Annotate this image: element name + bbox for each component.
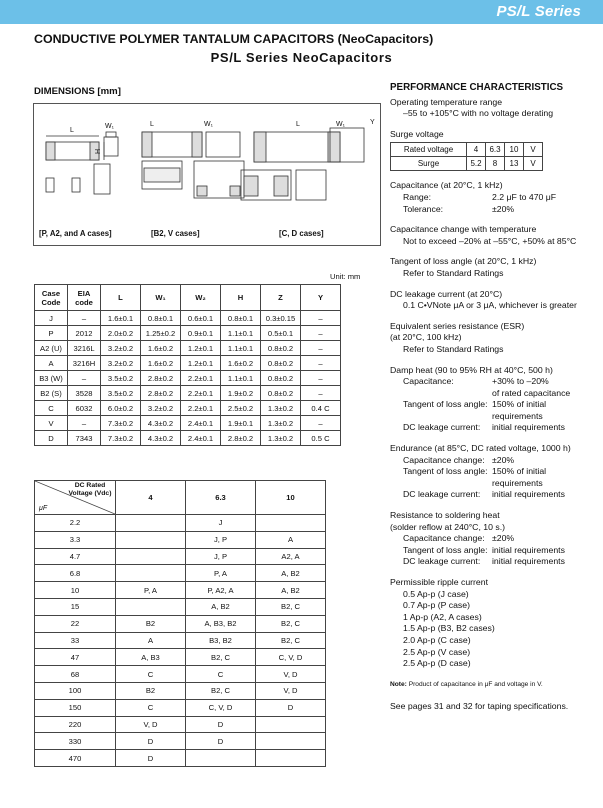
dim-table-cell: D: [35, 431, 68, 446]
esr-label: Equivalent series resistance (ESR): [390, 320, 525, 331]
case-code-cell: B2, C: [256, 598, 326, 615]
ratings-table-row: [35, 682, 326, 699]
voltage-4: 4: [116, 481, 186, 515]
leakage-label: DC leakage current (at 20°C): [390, 288, 503, 299]
ratings-table-row: [35, 750, 326, 767]
dim-table-cell: 0.8±0.2: [261, 341, 301, 356]
ratings-table-row: [35, 531, 326, 548]
ratings-table-row: [35, 632, 326, 649]
dim-table-cell: –: [301, 341, 341, 356]
dim-table-cell: 2.2±0.1: [181, 386, 221, 401]
range-key: Range:: [403, 191, 432, 202]
endurance-row: [390, 466, 595, 489]
soldering-row: [390, 545, 595, 557]
ratings-table-row: [35, 582, 326, 599]
dim-table-row: [35, 356, 341, 371]
dim-table-cell: 3.5±0.2: [101, 386, 141, 401]
case-code-cell: [116, 565, 186, 582]
cap-change-value: Not to exceed –20% at –55°C, +50% at 85°C: [403, 235, 577, 246]
dim-table-cell: 1.6±0.2: [141, 341, 181, 356]
case-code-cell: B2, C: [186, 682, 256, 699]
series-label: PS/L Series: [496, 3, 581, 20]
dim-header-cell: Z: [261, 285, 301, 311]
dim-table-cell: 2.2±0.1: [181, 401, 221, 416]
dim-table-cell: 7343: [68, 431, 101, 446]
capacitance-label: Capacitance (at 20°C, 1 kHz): [390, 180, 503, 191]
surge-table-cell: V: [524, 157, 543, 171]
dim-table-cell: 0.8±0.2: [261, 386, 301, 401]
soldering-row: [390, 533, 595, 545]
dim-table-cell: 3.5±0.2: [101, 371, 141, 386]
page-subtitle: PS/L Series NeoCapacitors: [210, 50, 393, 65]
damp-heat-value: initial requirements: [492, 422, 565, 433]
dim-table-cell: 0.8±0.1: [221, 311, 261, 326]
surge-table-cell: 4: [467, 143, 486, 157]
dim-table-cell: 0.3±0.15: [261, 311, 301, 326]
endurance-key: Tangent of loss angle:: [403, 466, 488, 477]
caption-b2-v: [B2, V cases]: [151, 229, 200, 238]
damp-heat-key: DC leakage current:: [403, 422, 481, 433]
surge-table-cell: 6.3: [486, 143, 505, 157]
dim-table-cell: 0.5±0.1: [261, 326, 301, 341]
dim-table-row: [35, 326, 341, 341]
dim-table-cell: 2.5±0.2: [221, 401, 261, 416]
caption-c-d: [C, D cases]: [279, 229, 324, 238]
dim-table-cell: 1.1±0.1: [221, 341, 261, 356]
soldering-value: initial requirements: [492, 544, 565, 555]
dim-table-cell: –: [68, 416, 101, 431]
dim-table-cell: 1.9±0.1: [221, 416, 261, 431]
dim-table-cell: 3216H: [68, 356, 101, 371]
dimensions-heading: DIMENSIONS [mm]: [34, 86, 121, 97]
capacitance-cell: 100: [35, 682, 116, 699]
dim-table-cell: 1.25±0.2: [141, 326, 181, 341]
ripple-item: 2.0 Ap-p (C case): [403, 634, 471, 645]
soldering-row: [390, 556, 595, 568]
ripple-item: 0.5 Ap-p (J case): [403, 588, 469, 599]
header-banner: [0, 0, 603, 24]
dim-table-cell: A2 (U): [35, 341, 68, 356]
dim-table-cell: –: [301, 311, 341, 326]
surge-table-cell: Surge: [391, 157, 467, 171]
ratings-corner-cell: [35, 481, 116, 515]
dim-table-cell: 7.3±0.2: [101, 431, 141, 446]
dim-table-cell: –: [301, 416, 341, 431]
damp-heat-row: [390, 399, 595, 422]
standard-ratings-table: [34, 480, 326, 767]
dim-table-cell: P: [35, 326, 68, 341]
case-code-cell: B3, B2: [186, 632, 256, 649]
dim-table-cell: –: [301, 386, 341, 401]
svg-text:Y: Y: [370, 119, 375, 126]
dim-table-cell: 3.2±0.2: [141, 401, 181, 416]
case-code-cell: C, V, D: [186, 699, 256, 716]
dim-table-cell: 2.8±0.2: [141, 386, 181, 401]
case-code-cell: V, D: [256, 666, 326, 683]
caption-p-a2-a: [P, A2, and A cases]: [39, 229, 112, 238]
tan-value: Refer to Standard Ratings: [403, 267, 504, 278]
tolerance-value: ±20%: [492, 203, 515, 214]
dim-table-cell: 2012: [68, 326, 101, 341]
ratings-table-row: [35, 565, 326, 582]
dim-table-cell: J: [35, 311, 68, 326]
case-code-cell: [116, 548, 186, 565]
endurance-value: initial requirements: [492, 489, 565, 500]
dim-table-cell: –: [68, 371, 101, 386]
soldering-label: Resistance to soldering heat: [390, 510, 500, 521]
ripple-item: 0.7 Ap-p (P case): [403, 600, 470, 611]
tan-label: Tangent of loss angle (at 20°C, 1 kHz): [390, 256, 537, 267]
ratings-table-row: [35, 666, 326, 683]
case-code-cell: [256, 733, 326, 750]
dim-table-row: [35, 371, 341, 386]
endurance-value: 150% of initial requirements: [492, 466, 547, 488]
surge-table-cell: 8: [486, 157, 505, 171]
dim-table-cell: 4.3±0.2: [141, 416, 181, 431]
capacitance-cell: 47: [35, 649, 116, 666]
damp-heat-value: +30% to –20% of rated capacitance: [492, 376, 571, 398]
dim-header-cell: EIA code: [68, 285, 101, 311]
ratings-table-row: [35, 515, 326, 532]
dim-header-cell: Y: [301, 285, 341, 311]
dim-table-cell: 0.8±0.2: [261, 371, 301, 386]
capacitance-cell: 150: [35, 699, 116, 716]
case-code-cell: A: [256, 531, 326, 548]
case-code-cell: B2, C: [256, 632, 326, 649]
dim-table-cell: 1.2±0.1: [181, 341, 221, 356]
leakage-value: 0.1 C•VNote μA or 3 μA, whichever is greater: [403, 300, 577, 311]
dim-table-cell: 1.9±0.2: [221, 386, 261, 401]
ratings-table-row: [35, 716, 326, 733]
dim-table-cell: A: [35, 356, 68, 371]
dim-table-cell: 2.0±0.2: [101, 326, 141, 341]
case-code-cell: V, D: [256, 682, 326, 699]
case-code-cell: C, V, D: [256, 649, 326, 666]
endurance-key: Capacitance change:: [403, 454, 485, 465]
case-code-cell: A, B2: [256, 565, 326, 582]
dim-table-cell: 0.6±0.1: [181, 311, 221, 326]
dim-table-cell: –: [301, 356, 341, 371]
case-code-cell: [116, 531, 186, 548]
case-code-cell: B2, C: [186, 649, 256, 666]
case-code-cell: A, B2: [256, 582, 326, 599]
soldering-value: initial requirements: [492, 556, 565, 567]
dim-table-cell: B3 (W): [35, 371, 68, 386]
endurance-list: [390, 455, 595, 501]
dim-table-cell: B2 (S): [35, 386, 68, 401]
dim-header-cell: H: [221, 285, 261, 311]
dim-table-cell: 2.2±0.1: [181, 371, 221, 386]
dim-table-cell: 3216L: [68, 341, 101, 356]
dim-table-cell: 0.8±0.2: [261, 356, 301, 371]
soldering-list: [390, 533, 595, 568]
surge-table-cell: 10: [505, 143, 524, 157]
case-code-cell: A, B3: [116, 649, 186, 666]
dimension-drawings: [33, 103, 381, 246]
case-code-cell: C: [116, 666, 186, 683]
dim-table-cell: 1.1±0.1: [221, 326, 261, 341]
dim-table-row: [35, 311, 341, 326]
dim-table-cell: 2.8±0.2: [141, 371, 181, 386]
dc-rated-voltage-label: DC Rated Voltage (Vdc): [68, 482, 112, 497]
case-code-cell: D: [116, 733, 186, 750]
svg-text:H: H: [95, 148, 102, 154]
dim-table-cell: 6.0±0.2: [101, 401, 141, 416]
ratings-table-row: [35, 548, 326, 565]
endurance-value: ±20%: [492, 454, 515, 465]
dim-table-cell: C: [35, 401, 68, 416]
dim-table-cell: 0.9±0.1: [181, 326, 221, 341]
case-code-cell: C: [186, 666, 256, 683]
case-code-cell: D: [256, 699, 326, 716]
endurance-row: [390, 455, 595, 467]
esr-value: Refer to Standard Ratings: [403, 343, 504, 354]
dim-table-cell: 6032: [68, 401, 101, 416]
soldering-key: Tangent of loss angle:: [403, 544, 488, 555]
capacitance-cell: 2.2: [35, 515, 116, 532]
soldering-key: DC leakage current:: [403, 556, 481, 567]
soldering-key: Capacitance change:: [403, 533, 485, 544]
ripple-item: 1.5 Ap-p (B3, B2 cases): [403, 623, 495, 634]
taping-reference: See pages 31 and 32 for taping specifications.: [390, 701, 569, 712]
case-code-cell: P, A2, A: [186, 582, 256, 599]
ripple-item: 2.5 Ap-p (D case): [403, 658, 471, 669]
case-code-cell: A2, A: [256, 548, 326, 565]
note: [390, 679, 595, 691]
damp-heat-value: 150% of initial requirements: [492, 399, 547, 421]
endurance-row: [390, 489, 595, 501]
case-code-cell: J, P: [186, 548, 256, 565]
case-code-cell: J, P: [186, 531, 256, 548]
ripple-label: Permissible ripple current: [390, 577, 489, 587]
surge-table-cell: 5.2: [467, 157, 486, 171]
damp-heat-key: Capacitance:: [403, 376, 454, 387]
dim-table-cell: 1.3±0.2: [261, 401, 301, 416]
case-code-cell: [116, 598, 186, 615]
case-code-cell: B2, C: [256, 615, 326, 632]
dim-table-cell: 7.3±0.2: [101, 416, 141, 431]
unit-label: Unit: mm: [330, 272, 361, 281]
esr-sub: (at 20°C, 100 kHz): [390, 332, 462, 343]
dim-table-cell: 1.6±0.2: [141, 356, 181, 371]
performance-heading: PERFORMANCE CHARACTERISTICS: [390, 82, 564, 93]
dim-table-cell: –: [68, 311, 101, 326]
svg-text:L: L: [150, 121, 154, 128]
svg-text:W₁: W₁: [204, 121, 213, 128]
case-code-cell: D: [186, 716, 256, 733]
surge-label: Surge voltage: [390, 128, 444, 139]
case-code-cell: [256, 515, 326, 532]
surge-table-cell: Rated voltage: [391, 143, 467, 157]
surge-table: [390, 142, 543, 171]
dim-table-row: [35, 386, 341, 401]
dim-table-cell: 3528: [68, 386, 101, 401]
capacitance-cell: 10: [35, 582, 116, 599]
tolerance-key: Tolerance:: [403, 203, 444, 214]
case-code-cell: [186, 750, 256, 767]
case-code-cell: J: [186, 515, 256, 532]
endurance-key: DC leakage current:: [403, 489, 481, 500]
dim-table-cell: 1.1±0.1: [221, 371, 261, 386]
case-code-cell: D: [116, 750, 186, 767]
surge-table-row: [391, 157, 543, 171]
voltage-10: 10: [256, 481, 326, 515]
capacitance-cell: 4.7: [35, 548, 116, 565]
case-code-cell: A, B2: [186, 598, 256, 615]
uf-label: μF: [39, 505, 48, 512]
dim-header-cell: W₂: [181, 285, 221, 311]
case-code-cell: [256, 750, 326, 767]
surge-table-cell: 13: [505, 157, 524, 171]
dim-header-cell: W₁: [141, 285, 181, 311]
dim-header-cell: Case Code: [35, 285, 68, 311]
ratings-table-row: [35, 733, 326, 750]
dim-table-cell: –: [301, 326, 341, 341]
damp-heat-key: Tangent of loss angle:: [403, 399, 488, 410]
svg-text:L: L: [70, 127, 74, 134]
op-temp-value: –55 to +105°C with no voltage derating: [403, 108, 554, 119]
svg-text:L: L: [296, 121, 300, 128]
dim-table-cell: 0.4 C: [301, 401, 341, 416]
damp-heat-row: [390, 422, 595, 434]
case-code-cell: D: [186, 733, 256, 750]
svg-text:W₁: W₁: [336, 121, 345, 128]
capacitance-cell: 470: [35, 750, 116, 767]
dim-table-cell: 3.2±0.2: [101, 356, 141, 371]
case-code-cell: A, B3, B2: [186, 615, 256, 632]
dim-table-cell: 4.3±0.2: [141, 431, 181, 446]
dim-table-row: [35, 416, 341, 431]
capacitance-cell: 220: [35, 716, 116, 733]
dim-table-cell: 2.8±0.2: [221, 431, 261, 446]
ratings-table-row: [35, 598, 326, 615]
case-code-cell: [256, 716, 326, 733]
note-bold: Note:: [390, 680, 407, 688]
case-code-cell: A: [116, 632, 186, 649]
damp-heat-list: [390, 376, 595, 434]
capacitance-cell: 68: [35, 666, 116, 683]
case-code-cell: B2: [116, 682, 186, 699]
dim-table-cell: 3.2±0.2: [101, 341, 141, 356]
performance-characteristics: [390, 82, 595, 713]
capacitance-cell: 33: [35, 632, 116, 649]
note-text: Product of capacitance in μF and voltage in V.: [406, 680, 543, 688]
soldering-value: ±20%: [492, 533, 515, 544]
page-title: CONDUCTIVE POLYMER TANTALUM CAPACITORS (NeoCapacitors): [34, 32, 434, 46]
dim-table-cell: 1.6±0.1: [101, 311, 141, 326]
op-temp-label: Operating temperature range: [390, 96, 503, 107]
dim-table-row: [35, 401, 341, 416]
capacitance-cell: 330: [35, 733, 116, 750]
dimensions-table-header: [35, 285, 341, 311]
dim-table-cell: 0.5 C: [301, 431, 341, 446]
dim-table-row: [35, 341, 341, 356]
capacitance-cell: 22: [35, 615, 116, 632]
range-value: 2.2 μF to 470 μF: [492, 191, 557, 202]
ratings-table-row: [35, 699, 326, 716]
dim-table-cell: 1.3±0.2: [261, 416, 301, 431]
voltage-6-3: 6.3: [186, 481, 256, 515]
surge-table-row: [391, 143, 543, 157]
surge-table-cell: V: [524, 143, 543, 157]
ripple-item: 2.5 Ap-p (V case): [403, 646, 471, 657]
dim-table-cell: 1.6±0.2: [221, 356, 261, 371]
dim-table-cell: 1.2±0.1: [181, 356, 221, 371]
dimensions-table: [34, 284, 341, 446]
damp-heat-label: Damp heat (90 to 95% RH at 40°C, 500 h): [390, 364, 553, 375]
endurance-label: Endurance (at 85°C, DC rated voltage, 1000 h): [390, 443, 571, 454]
case-code-cell: C: [116, 699, 186, 716]
dimension-drawing-svg: [34, 104, 380, 245]
dim-table-cell: 2.4±0.1: [181, 416, 221, 431]
case-code-cell: B2: [116, 615, 186, 632]
capacitance-cell: 3.3: [35, 531, 116, 548]
ratings-table-row: [35, 615, 326, 632]
capacitance-cell: 15: [35, 598, 116, 615]
soldering-sub: (solder reflow at 240°C, 10 s.): [390, 521, 506, 532]
svg-text:W₁: W₁: [105, 123, 114, 130]
dim-table-cell: V: [35, 416, 68, 431]
ratings-table-row: [35, 649, 326, 666]
dim-header-cell: L: [101, 285, 141, 311]
ripple-list: [390, 589, 595, 670]
case-code-cell: V, D: [116, 716, 186, 733]
capacitance-cell: 6.8: [35, 565, 116, 582]
ripple-item: 1 Ap-p (A2, A cases): [403, 611, 482, 622]
cap-change-label: Capacitance change with temperature: [390, 224, 537, 235]
dim-table-cell: –: [301, 371, 341, 386]
case-code-cell: P, A: [116, 582, 186, 599]
damp-heat-row: [390, 376, 595, 399]
dim-table-cell: 2.4±0.1: [181, 431, 221, 446]
dim-table-cell: 0.8±0.1: [141, 311, 181, 326]
dim-table-row: [35, 431, 341, 446]
case-code-cell: [116, 515, 186, 532]
case-code-cell: P, A: [186, 565, 256, 582]
dim-table-cell: 1.3±0.2: [261, 431, 301, 446]
